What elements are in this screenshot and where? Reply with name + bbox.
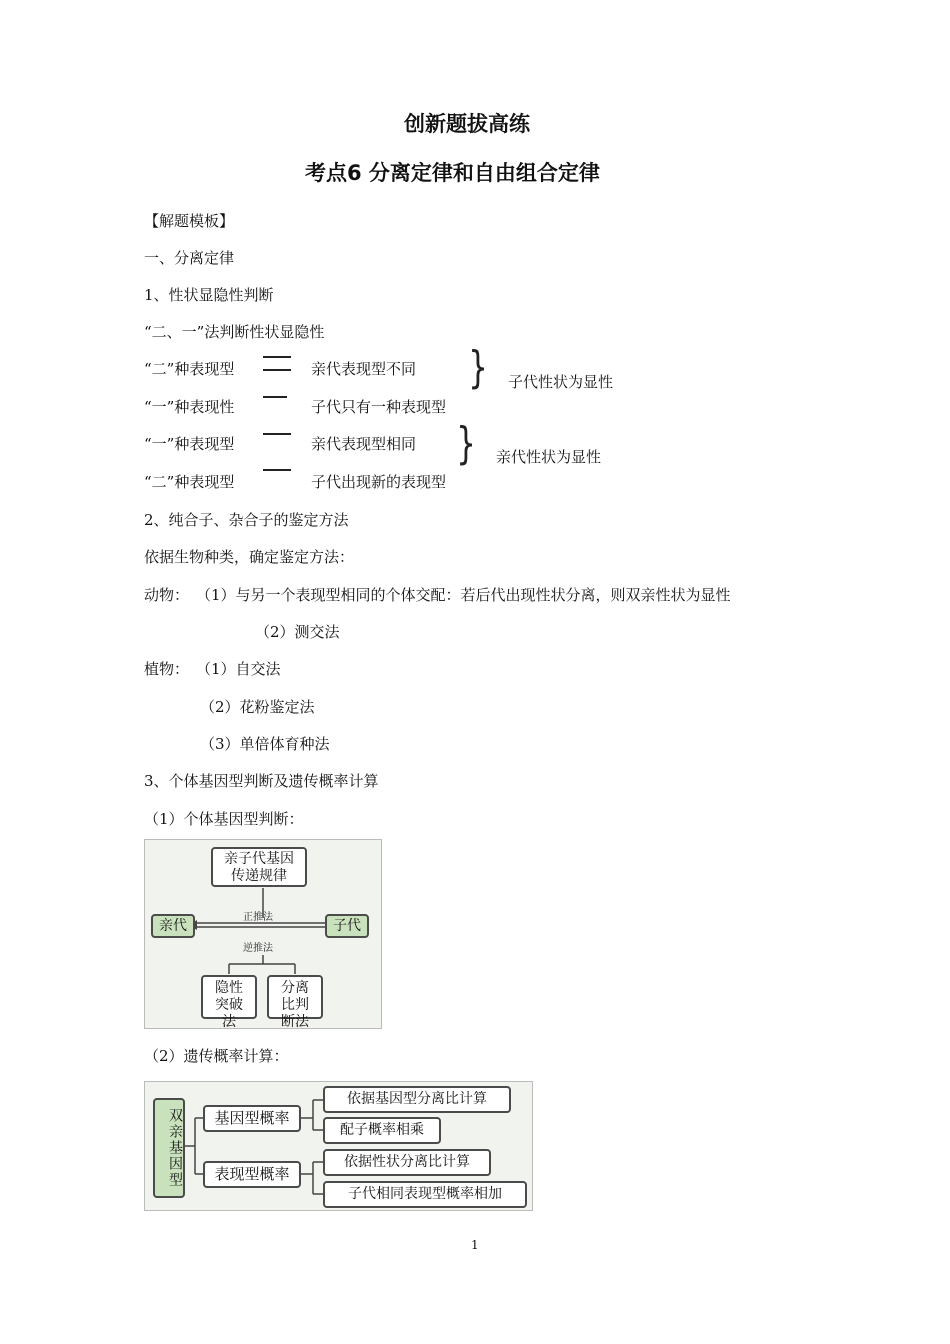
title-topic: 考点6 分离定律和自由组合定律 bbox=[305, 161, 600, 185]
rule-right-1: 亲代表现型不同 bbox=[311, 360, 417, 378]
single-dash bbox=[263, 396, 287, 398]
plant-method-3: （3）单倍体育种法 bbox=[200, 735, 330, 753]
page-number: 1 bbox=[471, 1238, 479, 1252]
rule-left-4: “二”种表现型 bbox=[144, 473, 235, 491]
plant-label: 植物： bbox=[144, 660, 190, 678]
diagram-node-top: 亲子代基因传递规律 bbox=[211, 847, 307, 887]
reverse-label: 逆推法 bbox=[243, 943, 273, 954]
sub-heading-1: （1）个体基因型判断： bbox=[144, 810, 304, 828]
double-dash bbox=[263, 356, 291, 358]
genotype-diagram bbox=[144, 839, 382, 1029]
diagram-root-parents: 双亲基因型 bbox=[153, 1098, 185, 1198]
diagram-leaf-3: 依据性状分离比计算 bbox=[323, 1149, 491, 1176]
single-dash bbox=[263, 433, 291, 435]
section-heading: 一、分离定律 bbox=[144, 249, 235, 267]
diagram-node-parent: 亲代 bbox=[151, 914, 195, 938]
plant-method-2: （2）花粉鉴定法 bbox=[200, 698, 315, 716]
item-heading-1: 1、性状显隐性判断 bbox=[144, 286, 274, 304]
basis-text: 依据生物种类，确定鉴定方法： bbox=[144, 548, 355, 566]
diagram-leaf-2: 配子概率相乘 bbox=[323, 1117, 441, 1144]
brace-icon: } bbox=[456, 418, 476, 469]
sub-heading-2: （2）遗传概率计算： bbox=[144, 1047, 289, 1065]
animal-label: 动物： bbox=[144, 586, 190, 604]
animal-method-1: （1）与另一个表现型相同的个体交配：若后代出现性状分离，则双亲性状为显性 bbox=[196, 586, 731, 604]
diagram-node-genotype-prob: 基因型概率 bbox=[203, 1105, 301, 1132]
animal-method-2: （2）测交法 bbox=[255, 623, 340, 641]
rule-right-3: 亲代表现型相同 bbox=[311, 435, 417, 453]
probability-diagram bbox=[144, 1081, 533, 1211]
double-dash bbox=[263, 369, 291, 371]
diagram-node-offspring: 子代 bbox=[325, 914, 369, 938]
rule-right-4: 子代出现新的表现型 bbox=[311, 473, 447, 491]
forward-label: 正推法 bbox=[243, 912, 273, 923]
diagram-leaf-4: 子代相同表现型概率相加 bbox=[323, 1181, 527, 1208]
rule-right-2: 子代只有一种表现型 bbox=[311, 398, 447, 416]
conclusion-1: 子代性状为显性 bbox=[508, 373, 614, 391]
rule-left-3: “一”种表现型 bbox=[144, 435, 235, 453]
diagram-leaf-1: 依据基因型分离比计算 bbox=[323, 1086, 511, 1113]
item-heading-2: 2、纯合子、杂合子的鉴定方法 bbox=[144, 511, 349, 529]
rule-title: “二、一”法判断性状显隐性 bbox=[144, 323, 325, 341]
rule-left-2: “一”种表现性 bbox=[144, 398, 235, 416]
rule-left-1: “二”种表现型 bbox=[144, 360, 235, 378]
brace-icon: } bbox=[468, 342, 488, 393]
title-main: 创新题拔高练 bbox=[404, 112, 530, 136]
template-label: 【解题模板】 bbox=[144, 212, 235, 230]
single-dash bbox=[263, 469, 291, 471]
diagram-node-ratio: 分离比判断法 bbox=[267, 975, 323, 1019]
plant-method-1: （1）自交法 bbox=[196, 660, 281, 678]
diagram-node-recessive: 隐性突破法 bbox=[201, 975, 257, 1019]
diagram-node-phenotype-prob: 表现型概率 bbox=[203, 1161, 301, 1188]
conclusion-2: 亲代性状为显性 bbox=[496, 448, 602, 466]
item-heading-3: 3、个体基因型判断及遗传概率计算 bbox=[144, 772, 379, 790]
